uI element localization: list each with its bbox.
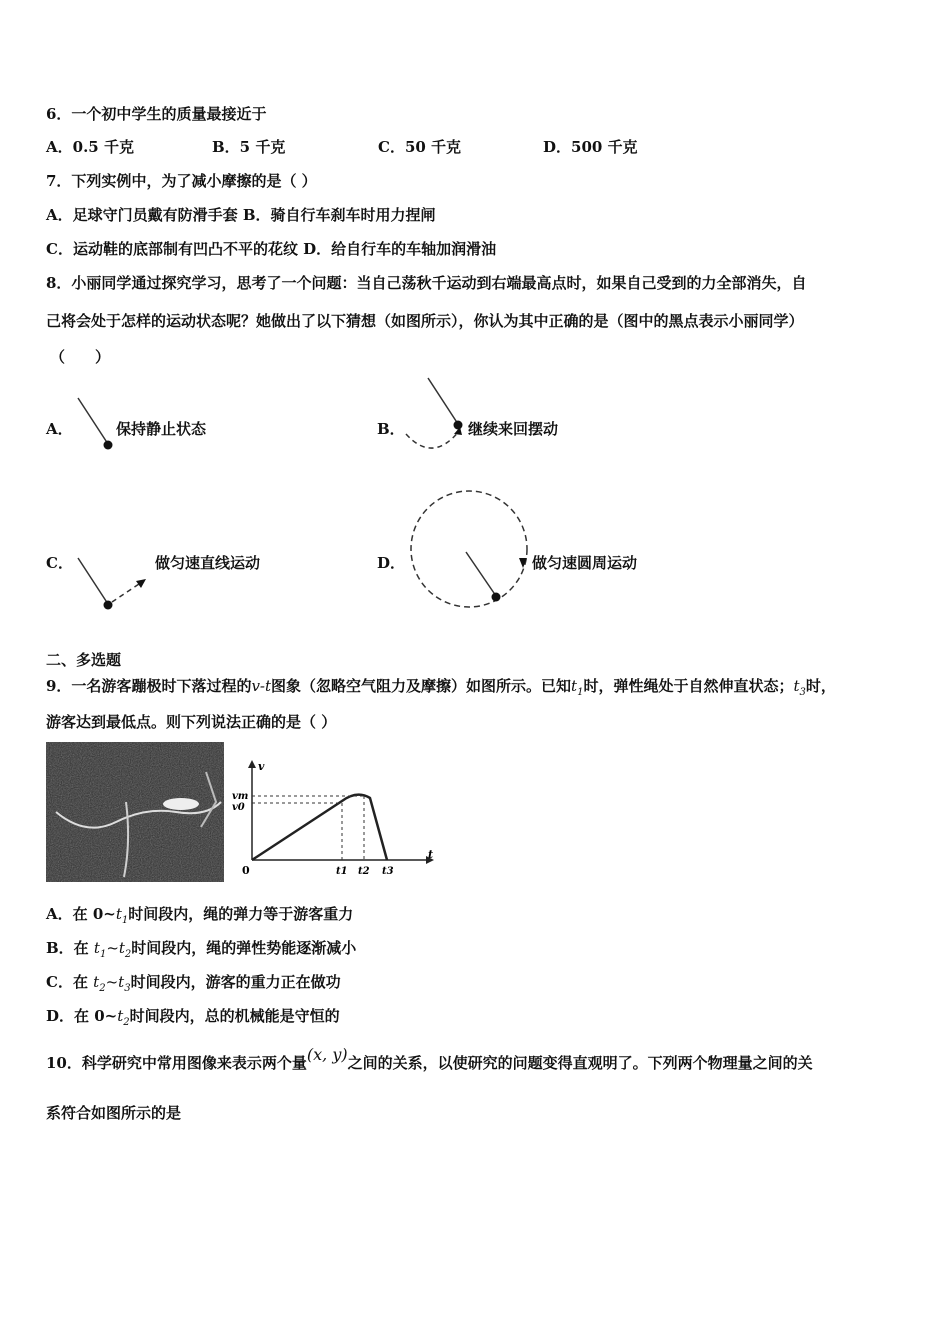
section-title-multiple-choice: 二、多选题 <box>46 651 122 669</box>
q6-option-a: A．0.5 千克 <box>46 138 134 156</box>
q10-stem-line2: 系符合如图所示的是 <box>46 1104 182 1122</box>
q8-option-a-letter: A． <box>46 420 73 438</box>
q8-figure-d-circle <box>400 480 540 620</box>
q8-option-c-letter: C． <box>46 554 73 572</box>
vt-curve <box>252 795 387 860</box>
q9-vt-graph <box>232 758 442 883</box>
q9-option-b: B．在 $t_1\sim t_2$时间段内，绳的弹性势能逐渐减小 <box>46 939 357 960</box>
tick-t1: t1 <box>336 866 348 877</box>
q7-options-cd: C．运动鞋的底部制有凹凸不平的花纹 D．给自行车的车轴加润滑油 <box>46 240 497 258</box>
axis-label-v: v <box>258 760 265 773</box>
q9-option-a: A．在 $0\sim t_1$时间段内，绳的弹力等于游客重力 <box>46 905 354 926</box>
q8-figure-a-pendulum <box>70 392 120 457</box>
q8-option-c-text: 做匀速直线运动 <box>155 554 261 572</box>
label-vm: vm <box>232 791 249 802</box>
q9-stem-line1: 9．一名游客蹦极时下落过程的v-t图象（忽略空气阻力及摩擦）如图所示。已知$t_1$时，弹性绳处于自然伸直状态；$t_3$时， <box>46 677 836 698</box>
tick-t2: t2 <box>358 866 370 877</box>
q8-option-b-text: 继续来回摆动 <box>468 420 559 438</box>
q8-stem-line2: 己将会处于怎样的运动状态呢？她做出了以下猜想（如图所示），你认为其中正确的是（图中的黑点表示小丽同学） <box>46 312 804 330</box>
q8-option-a-text: 保持静止状态 <box>116 420 207 438</box>
q8-answer-paren: （ ） <box>50 348 111 366</box>
q8-option-d-letter: D． <box>377 554 406 572</box>
q6-option-c: C．50 千克 <box>378 138 462 156</box>
q6-option-b: B．5 千克 <box>212 138 286 156</box>
q8-figure-b-swing <box>398 372 478 462</box>
q7-stem: 7．下列实例中，为了减小摩擦的是（ ） <box>46 172 317 190</box>
q8-option-d-text: 做匀速圆周运动 <box>532 554 638 572</box>
label-v0: v0 <box>232 802 245 813</box>
q7-options-ab: A．足球守门员戴有防滑手套 B．骑自行车刹车时用力捏闸 <box>46 206 436 224</box>
tick-t3: t3 <box>382 866 394 877</box>
q9-bungee-photo <box>46 742 224 882</box>
q10-stem-line1: 10．科学研究中常用图像来表示两个量(x, y)之间的关系，以使研究的问题变得直观明了。下列两个物理量之间的关 <box>46 1045 813 1072</box>
q9-option-d: D．在 $0\sim t_2$时间段内，总的机械能是守恒的 <box>46 1007 340 1028</box>
q8-figure-c-straight-line <box>70 550 150 615</box>
q9-stem-line2: 游客达到最低点。则下列说法正确的是（ ） <box>46 713 337 731</box>
axis-label-t: t <box>428 848 434 861</box>
q8-stem-line1: 8．小丽同学通过探究学习，思考了一个问题：当自己荡秋千运动到右端最高点时，如果自己受到的力全部消失，自 <box>46 274 807 292</box>
q9-option-c: C．在 $t_2\sim t_3$时间段内，游客的重力正在做功 <box>46 973 341 994</box>
q8-option-b-letter: B． <box>377 420 405 438</box>
origin-label: 0 <box>242 864 250 877</box>
q6-option-d: D．500 千克 <box>543 138 638 156</box>
q6-stem: 6．一个初中学生的质量最接近于 <box>46 105 267 123</box>
